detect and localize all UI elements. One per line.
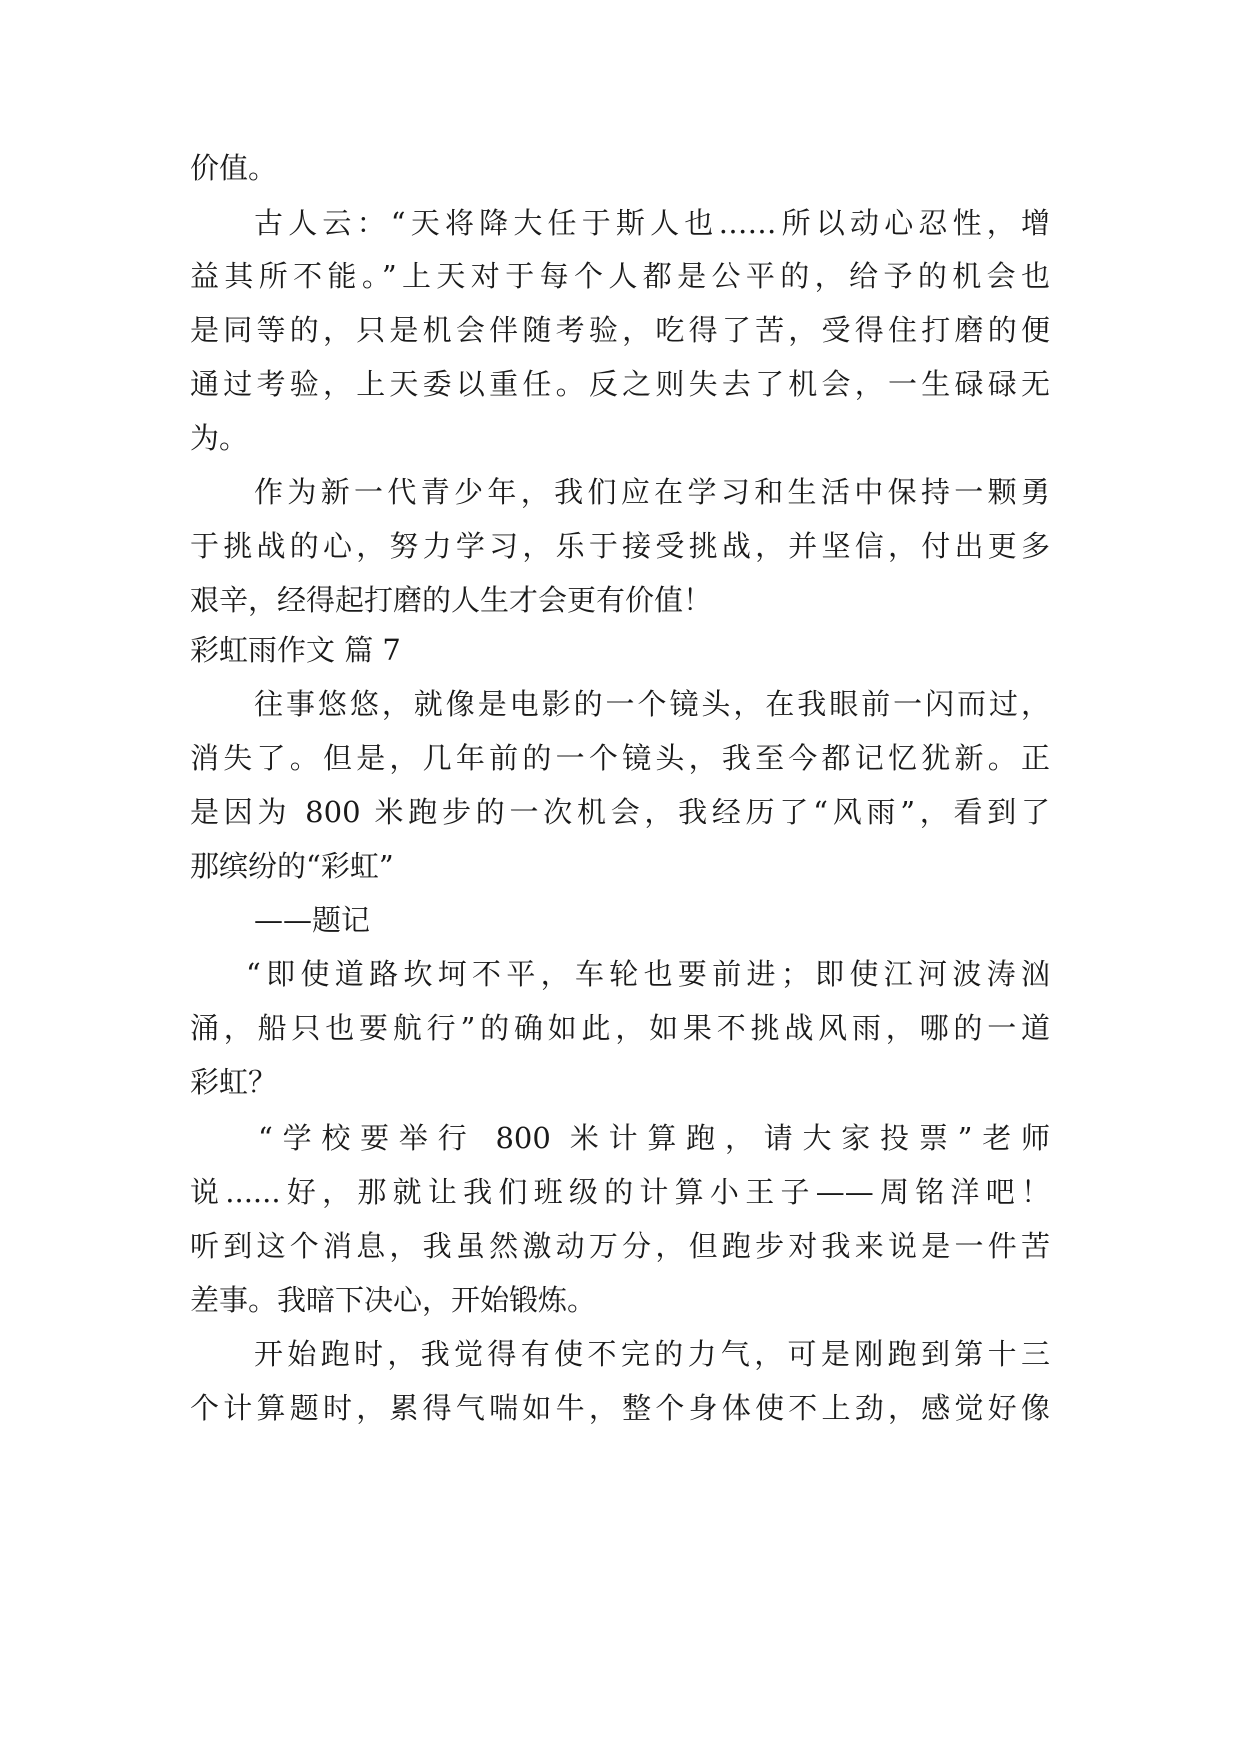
text-line: 差事。我暗下决心，开始锻炼。 (190, 1283, 597, 1317)
text-line: 是因为 800 米跑步的一次机会，我经历了“风雨”，看到了 (190, 795, 1050, 829)
text-line: 说......好，那就让我们班级的计算小王子——周铭洋吧！ (190, 1175, 1050, 1209)
paragraph-first-line: 开始跑时，我觉得有使不完的力气，可是刚跑到第十三 (254, 1337, 1050, 1371)
text-line: 听到这个消息，我虽然激动万分，但跑步对我来说是一件苦 (190, 1229, 1050, 1263)
text-line: 益其所不能。”上天对于每个人都是公平的，给予的机会也 (190, 259, 1050, 293)
text-line: 个计算题时，累得气喘如牛，整个身体使不上劲，感觉好像 (190, 1391, 1050, 1425)
text-line: 于挑战的心，努力学习，乐于接受挑战，并坚信，付出更多 (190, 529, 1050, 563)
text-line: 艰辛，经得起打磨的人生才会更有价值！ (190, 583, 713, 617)
section-heading: 彩虹雨作文 篇 7 (190, 633, 401, 667)
text-line: 是同等的，只是机会伴随考验，吃得了苦，受得住打磨的便 (190, 313, 1050, 347)
paragraph-first-line: “即使道路坎坷不平，车轮也要前进；即使江河波涛汹 (246, 957, 1050, 991)
text-line: 涌，船只也要航行”的确如此，如果不挑战风雨，哪的一道 (190, 1011, 1050, 1045)
text-line: 那缤纷的“彩虹” (190, 849, 394, 883)
paragraph-first-line: 作为新一代青少年，我们应在学习和生活中保持一颗勇 (254, 475, 1050, 509)
paragraph-first-line: 往事悠悠，就像是电影的一个镜头，在我眼前一闪而过， (254, 687, 1050, 721)
text-line: 为。 (190, 421, 249, 455)
text-line: 消失了。但是，几年前的一个镜头，我至今都记忆犹新。正 (190, 741, 1050, 775)
paragraph-first-line: “学校要举行 800 米计算跑，请大家投票”老师 (258, 1121, 1050, 1155)
text-line: 通过考验，上天委以重任。反之则失去了机会，一生碌碌无 (190, 367, 1050, 401)
epigraph-note: ——题记 (254, 903, 371, 937)
text-line: 彩虹？ (190, 1065, 278, 1099)
paragraph-first-line: 古人云：“天将降大任于斯人也……所以动心忍性，增 (254, 206, 1050, 240)
text-line: 价值。 (190, 151, 278, 185)
